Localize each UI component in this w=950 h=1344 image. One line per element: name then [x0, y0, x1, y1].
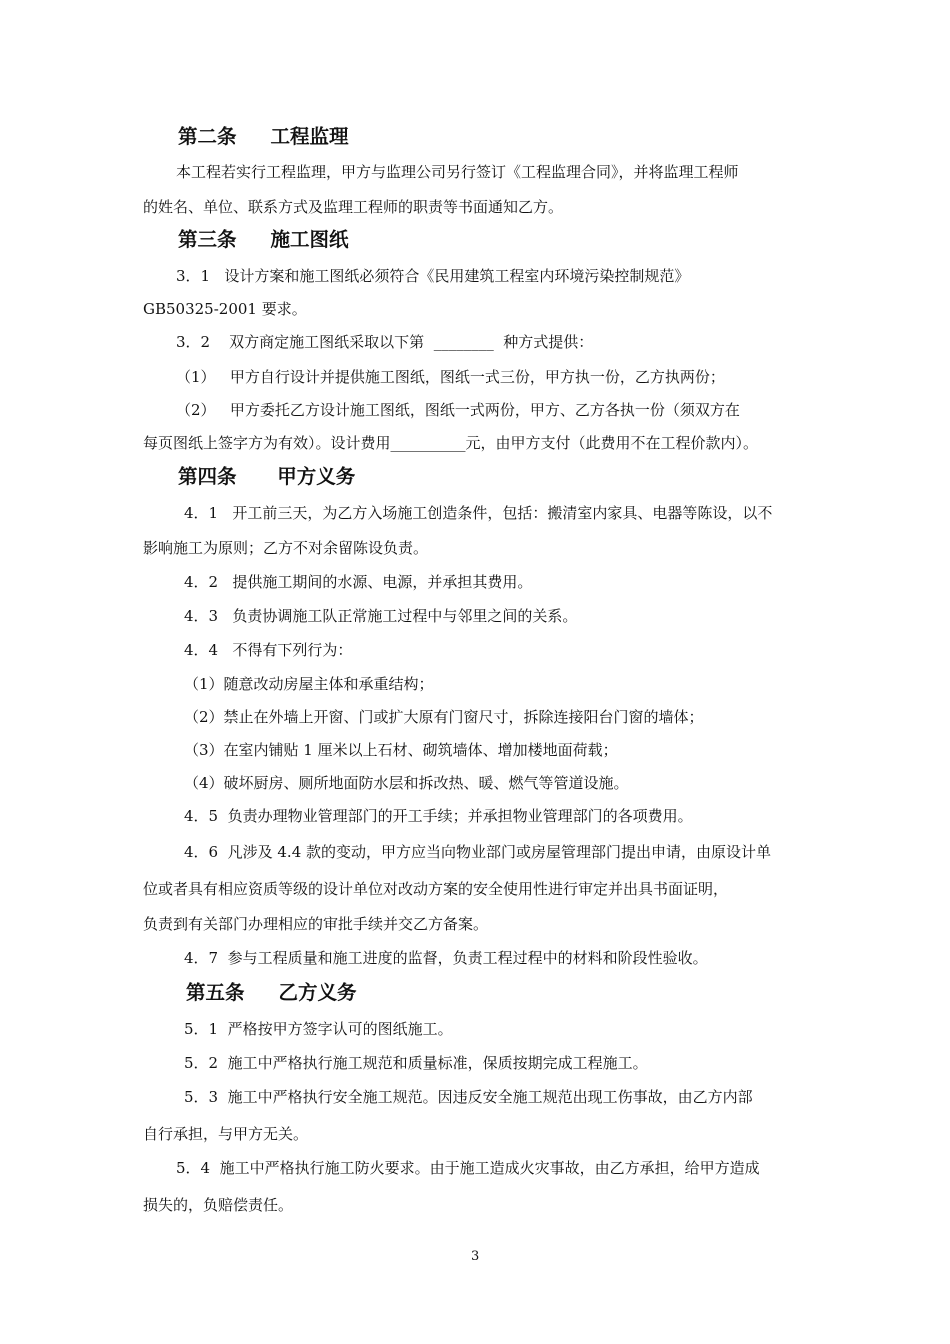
paragraph-line: 4．2 提供施工期间的水源、电源，并承担其费用。: [184, 573, 533, 591]
paragraph-line: 损失的，负赔偿责任。: [143, 1196, 294, 1214]
paragraph-line: （2） 甲方委托乙方设计施工图纸，图纸一式两份，甲方、乙方各执一份（须双方在: [176, 401, 740, 419]
paragraph-line: 4．1 开工前三天，为乙方入场施工创造条件，包括：搬清室内家具、电器等陈设，以不: [184, 504, 773, 522]
paragraph-line: 本工程若实行工程监理，甲方与监理公司另行签订《工程监理合同》，并将监理工程师: [176, 163, 739, 181]
paragraph-line: 位或者具有相应资质等级的设计单位对改动方案的安全使用性进行审定并出具书面证明，: [143, 880, 729, 898]
paragraph-line: 每页图纸上签字方为有效）。设计费用__________元，由甲方支付（此费用不在工程价款内）。: [143, 434, 759, 452]
section-heading: 第四条 甲方义务: [178, 465, 356, 488]
paragraph-line: 5．2 施工中严格执行施工规范和质量标准，保质按期完成工程施工。: [184, 1054, 648, 1072]
paragraph-line: 4．7 参与工程质量和施工进度的监督，负责工程过程中的材料和阶段性验收。: [184, 949, 708, 967]
paragraph-line: 3．2 双方商定施工图纸采取以下第 ________ 种方式提供：: [176, 333, 594, 351]
paragraph-line: 4．6 凡涉及 4.4 款的变动，甲方应当向物业部门或房屋管理部门提出申请，由原设计单: [184, 843, 772, 861]
paragraph-line: 4．4 不得有下列行为：: [184, 641, 353, 659]
paragraph-line: 4．3 负责协调施工队正常施工过程中与邻里之间的关系。: [184, 607, 578, 625]
paragraph-line: 4．5 负责办理物业管理部门的开工手续；并承担物业管理部门的各项费用。: [184, 807, 693, 825]
paragraph-line: 5．3 施工中严格执行安全施工规范。因违反安全施工规范出现工伤事故，由乙方内部: [184, 1088, 753, 1106]
paragraph-line: （1）随意改动房屋主体和承重结构；: [184, 675, 434, 693]
paragraph-line: （2）禁止在外墙上开窗、门或扩大原有门窗尺寸，拆除连接阳台门窗的墙体；: [184, 708, 704, 726]
section-heading: 第二条 工程监理: [178, 125, 349, 148]
paragraph-line: 3．1 设计方案和施工图纸必须符合《民用建筑工程室内环境污染控制规范》: [176, 267, 690, 285]
paragraph-line: 影响施工为原则；乙方不对余留陈设负责。: [143, 539, 429, 557]
paragraph-line: GB50325-2001 要求。: [143, 300, 307, 318]
page-number: 3: [471, 1249, 480, 1264]
paragraph-line: 5．4 施工中严格执行施工防火要求。由于施工造成火灾事故，由乙方承担，给甲方造成: [176, 1159, 760, 1177]
paragraph-line: 自行承担，与甲方无关。: [143, 1125, 309, 1143]
paragraph-line: 5．1 严格按甲方签字认可的图纸施工。: [184, 1020, 453, 1038]
section-heading: 第五条 乙方义务: [186, 981, 357, 1004]
paragraph-line: （3）在室内铺贴 1 厘米以上石材、砌筑墙体、增加楼地面荷载；: [184, 741, 618, 759]
paragraph-line: 负责到有关部门办理相应的审批手续并交乙方备案。: [143, 915, 489, 933]
section-heading: 第三条 施工图纸: [178, 228, 349, 251]
paragraph-line: 的姓名、单位、联系方式及监理工程师的职责等书面通知乙方。: [143, 198, 564, 216]
paragraph-line: （4）破坏厨房、厕所地面防水层和拆改热、暖、燃气等管道设施。: [184, 774, 629, 792]
paragraph-line: （1） 甲方自行设计并提供施工图纸，图纸一式三份，甲方执一份，乙方执两份；: [176, 368, 725, 386]
